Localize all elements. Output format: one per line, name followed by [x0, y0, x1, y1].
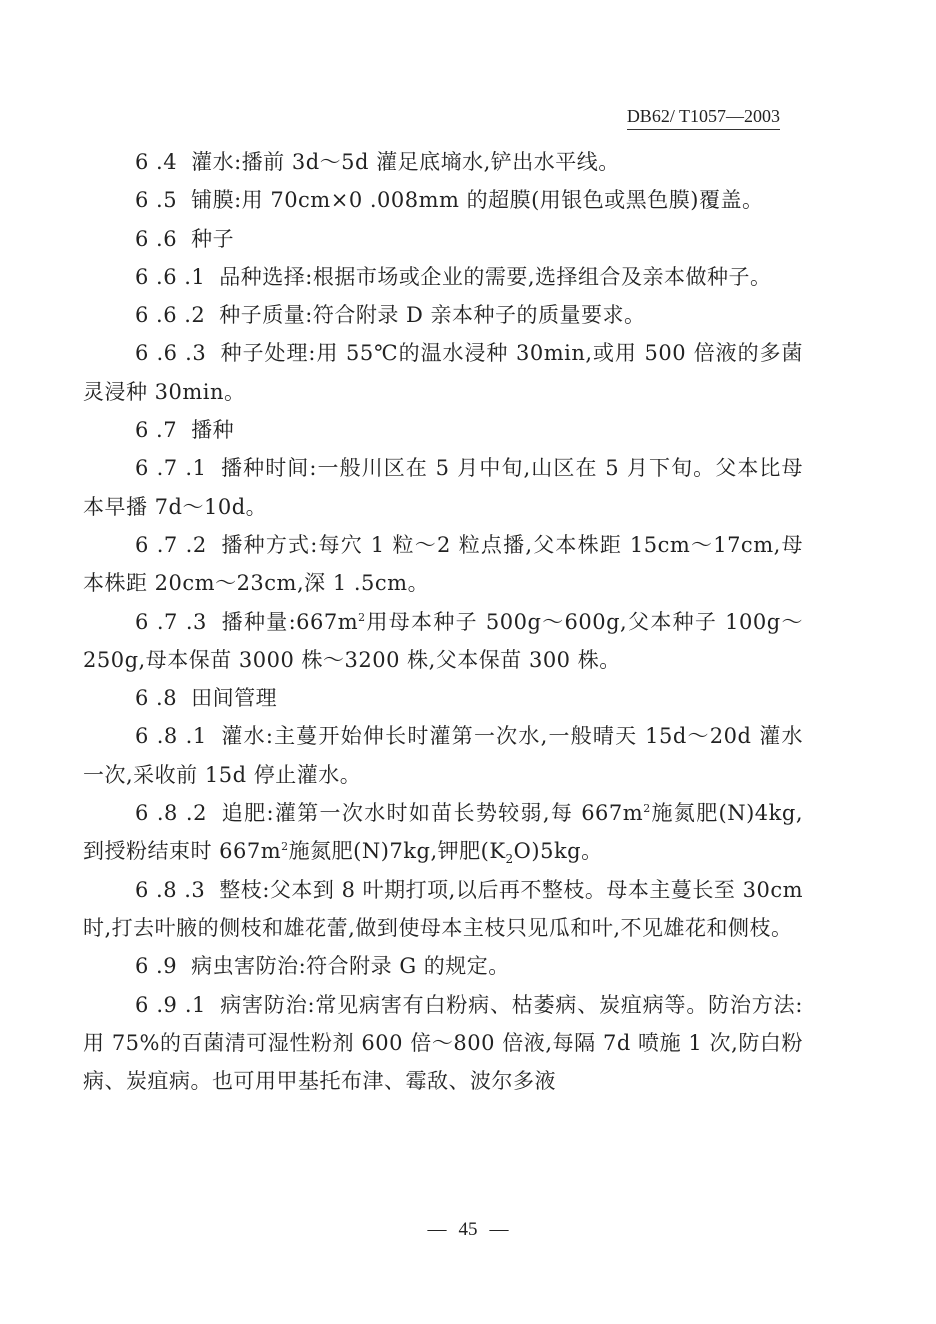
section-6-9-1 [83, 986, 803, 1101]
section-6-8-2 [83, 794, 803, 871]
footer-dash-left: — [427, 1219, 447, 1240]
clause-text: 整枝:父本到 8 叶期打项,以后再不整枝。母本主蔓长至 30cm 时,打去叶腋的侧枝和雄花蕾,做到使母本主枝只见瓜和叶,不见雄花和侧枝。 [83, 877, 803, 940]
clause-text: 病害防治:常见病害有白粉病、枯萎病、炭疽病等。防治方法:用 75%的百菌清可湿性粉剂 600 倍～800 倍液,每隔 7d 喷施 1 次,防白粉病、炭疽病。也可用甲基托布津、霉敌、波尔多液 [83, 992, 803, 1094]
clause-number: 6 .6 [135, 226, 178, 251]
section-6-6-2 [83, 296, 803, 334]
section-6-5 [83, 181, 803, 219]
clause-number: 6 .9 [135, 954, 178, 979]
standard-code: DB62/ T1057—2003 [627, 104, 780, 130]
clause-number: 6 .5 [135, 188, 178, 213]
section-6-7-3 [83, 603, 803, 680]
section-6-6-1 [83, 258, 803, 296]
clause-number: 6 .6 .1 [135, 264, 206, 289]
clause-text: 种子 [191, 226, 235, 251]
clause-number: 6 .4 [135, 150, 178, 174]
clause-text: 用母本种子 500g～600g,父本种子 100g～250g,母本保苗 3000 株～3200 株,父本保苗 300 株。 [83, 609, 803, 672]
page-footer [0, 1216, 936, 1244]
clause-text: 追肥:灌第一次水时如苗长势较弱,每 667m [220, 801, 644, 826]
clause-text: 品种选择:根据市场或企业的需要,选择组合及亲本做种子。 [219, 264, 772, 289]
clause-number: 6 .8 .1 [135, 724, 207, 749]
clause-text: 播种量:667m [220, 609, 359, 634]
section-6-4 [83, 143, 803, 181]
page-number: 45 [458, 1219, 478, 1240]
clause-number: 6 .7 .1 [135, 456, 207, 481]
section-6-8 [83, 679, 803, 717]
clause-number: 6 .7 .3 [135, 609, 207, 634]
superscript-2: 2 [358, 610, 366, 624]
clause-text: 灌水:播前 3d～5d 灌足底墒水,铲出水平线。 [191, 150, 620, 174]
superscript-2: 2 [281, 840, 289, 854]
clause-text: O)5kg。 [513, 839, 603, 864]
section-6-9 [83, 947, 803, 985]
clause-text: 播种时间:一般川区在 5 月中旬,山区在 5 月下旬。父本比母本早播 7d～10d。 [83, 456, 803, 519]
clause-text: 田间管理 [191, 686, 278, 711]
clause-text: 病虫害防治:符合附录 G 的规定。 [191, 954, 510, 979]
section-6-6 [83, 220, 803, 258]
clause-number: 6 .9 .1 [135, 992, 206, 1017]
clause-text: 铺膜:用 70cm×0 .008mm 的超膜(用银色或黑色膜)覆盖。 [191, 188, 764, 213]
section-6-7-1 [83, 449, 803, 526]
clause-number: 6 .8 [135, 686, 178, 711]
section-6-8-1 [83, 717, 803, 794]
clause-number: 6 .6 .3 [135, 341, 207, 366]
clause-text: 播种 [191, 418, 235, 443]
clause-number: 6 .7 .2 [135, 532, 207, 557]
footer-dash-right: — [489, 1219, 509, 1240]
clause-number: 6 .7 [135, 418, 178, 443]
section-6-7-2 [83, 526, 803, 603]
clause-text: 种子处理:用 55℃的温水浸种 30min,或用 500 倍液的多菌灵浸种 30min。 [83, 341, 803, 404]
clause-number: 6 .6 .2 [135, 303, 206, 328]
clause-number: 6 .8 .3 [135, 877, 206, 902]
clause-text: 播种方式:每穴 1 粒～2 粒点播,父本株距 15cm～17cm,母本株距 20cm～23cm,深 1 .5cm。 [83, 532, 803, 596]
clause-text: 灌水:主蔓开始伸长时灌第一次水,一般晴天 15d～20d 灌水一次,采收前 15d 停止灌水。 [83, 724, 803, 787]
section-6-6-3 [83, 334, 803, 411]
clause-text: 施氮肥(N)7kg,钾肥(K [288, 839, 506, 864]
section-6-7 [83, 411, 803, 449]
clause-text: 施氮肥(N)4kg,到授粉结束时 667m [83, 801, 803, 864]
document-body [83, 143, 803, 1100]
clause-number: 6 .8 .2 [135, 801, 207, 826]
subscript-2: 2 [505, 852, 514, 867]
clause-text: 种子质量:符合附录 D 亲本种子的质量要求。 [219, 303, 646, 328]
section-6-8-3 [83, 871, 803, 948]
superscript-2: 2 [643, 802, 651, 816]
